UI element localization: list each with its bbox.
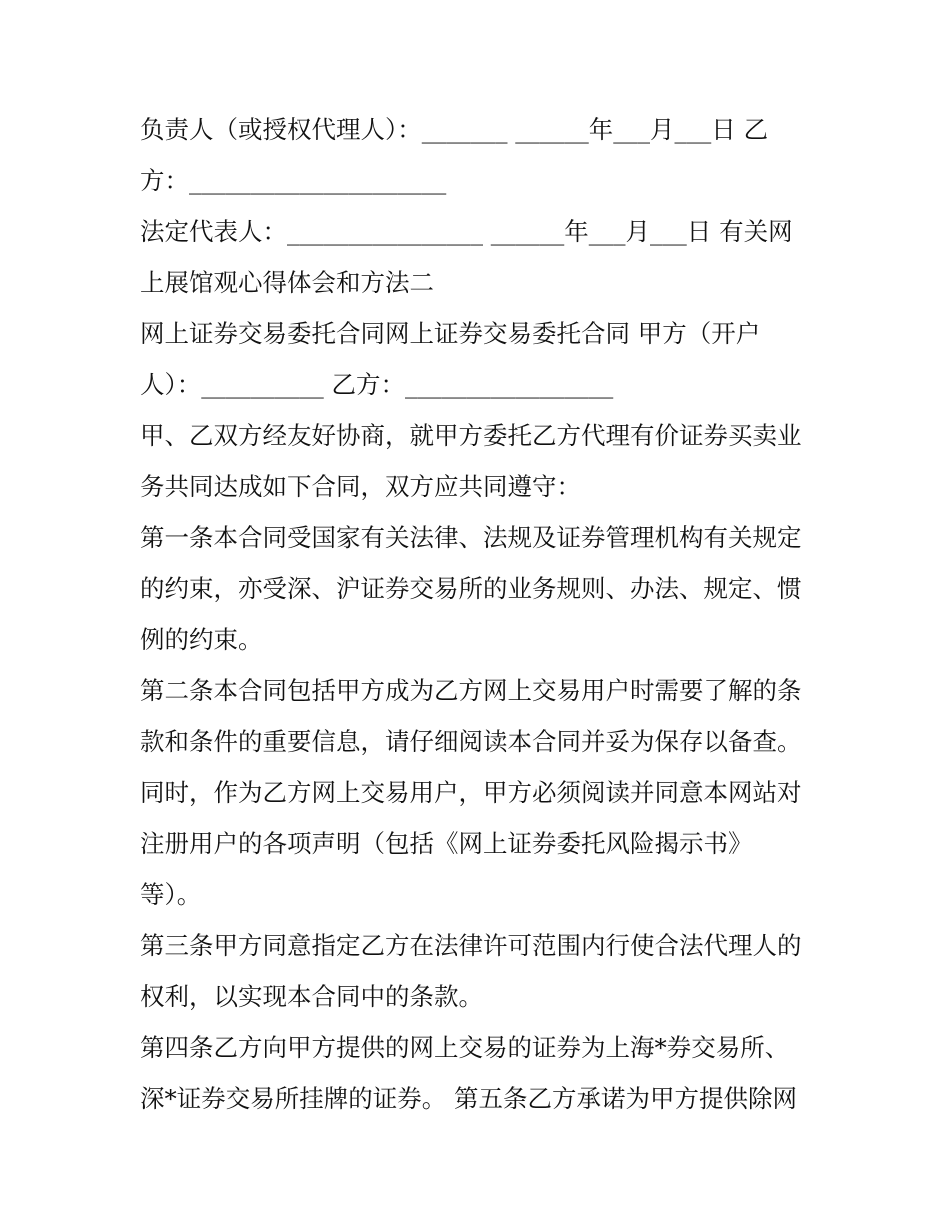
text-line-preamble-cont: 务共同达成如下合同，双方应共同遵守：: [140, 472, 581, 501]
text-line-article-2: 第二条本合同包括甲方成为乙方网上交易用户时需要了解的条: [140, 676, 802, 705]
text-line-heading-continuation: 上展馆观心得体会和方法二: [140, 268, 434, 297]
text-line-party-b: 方：_____________________: [140, 166, 447, 195]
text-line-article-4-end: 深*证券交易所挂牌的证券。 第五条乙方承诺为甲方提供除网: [140, 1084, 798, 1113]
text-line-legal-representative: 法定代表人：________________ ______年___月___日 有关网: [140, 217, 793, 246]
text-line-signature-responsible: 负责人（或授权代理人）：_______ ______年___月___日 乙: [140, 115, 769, 144]
text-line-article-3-end: 权利，以实现本合同中的条款。: [140, 982, 483, 1011]
text-line-contract-title: 网上证券交易委托合同网上证券交易委托合同 甲方（开户: [140, 319, 761, 348]
text-line-preamble: 甲、乙双方经友好协商，就甲方委托乙方代理有价证券买卖业: [140, 421, 802, 450]
text-line-article-1-end: 例的约束。: [140, 625, 263, 654]
text-line-article-1-cont: 的约束，亦受深、沪证券交易所的业务规则、办法、规定、惯: [140, 574, 802, 603]
text-line-article-3: 第三条甲方同意指定乙方在法律许可范围内行使合法代理人的: [140, 931, 802, 960]
text-line-article-4: 第四条乙方向甲方提供的网上交易的证券为上海*券交易所、: [140, 1033, 790, 1062]
text-line-article-2-end: 等）。: [140, 880, 202, 909]
text-line-parties: 人）：__________ 乙方：_________________: [140, 370, 614, 399]
text-line-article-1: 第一条本合同受国家有关法律、法规及证券管理机构有关规定: [140, 523, 802, 552]
text-line-article-2-cont3: 注册用户的各项声明（包括《网上证券委托风险揭示书》: [140, 829, 753, 858]
document-body: [140, 104, 820, 1124]
text-line-article-2-cont2: 同时，作为乙方网上交易用户，甲方必须阅读并同意本网站对: [140, 778, 802, 807]
text-line-article-2-cont: 款和条件的重要信息，请仔细阅读本合同并妥为保存以备查。: [140, 727, 802, 756]
